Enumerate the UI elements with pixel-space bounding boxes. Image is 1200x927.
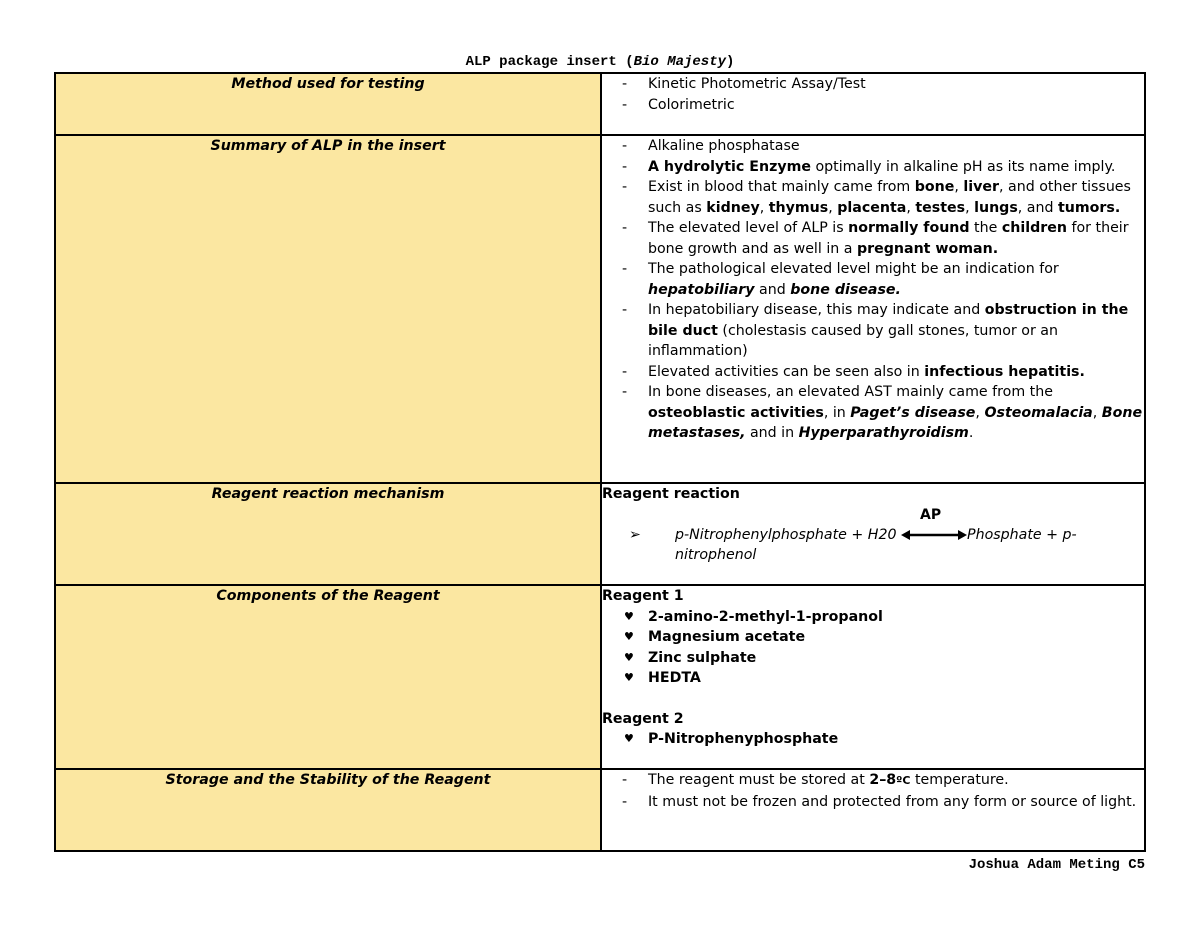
- list-item: ♥ Magnesium acetate: [602, 627, 1144, 648]
- document-title: [0, 54, 1200, 70]
- row-content-mechanism: [601, 483, 1145, 585]
- reaction-equation: [602, 525, 1144, 566]
- list-item: - Elevated activities can be seen also in infectious hepatitis.: [602, 362, 1144, 383]
- list-item: - The elevated level of ALP is normally found the children for their bone growth and as well in a pregnant woman.: [602, 218, 1144, 259]
- reactant-text: p-Nitrophenylphosphate + H20: [675, 526, 902, 543]
- list-item: - A hydrolytic Enzyme optimally in alkaline pH as its name imply.: [602, 157, 1144, 178]
- row-content-components: [601, 585, 1145, 769]
- list-item: - In hepatobiliary disease, this may indicate and obstruction in the bile duct (cholestasis caused by gall stones, tumor or an inflammation): [602, 300, 1144, 362]
- row-label-components: Components of the Reagent: [55, 585, 601, 769]
- title-prefix: ALP package insert (: [465, 54, 634, 70]
- list-item: - The reagent must be stored at 2–8ºC temperature.: [602, 770, 1144, 792]
- row-content-summary: [601, 135, 1145, 483]
- list-item: - It must not be frozen and protected from any form or source of light.: [602, 792, 1144, 813]
- list-item: - In bone diseases, an elevated AST mainly came from the osteoblastic activities, in Paget’s disease, Osteomalacia, Bone metastases, and in Hyperparathyroidism.: [602, 382, 1144, 444]
- reaction-heading: Reagent reaction: [602, 486, 740, 502]
- table-row-mechanism: [55, 483, 1145, 585]
- list-item: - Exist in blood that mainly came from bone, liver, and other tissues such as kidney, thymus, placenta, testes, lungs, and tumors.: [602, 177, 1144, 218]
- method-list: [602, 74, 1144, 115]
- product-text: Phosphate + p-nitrophenol: [675, 526, 1077, 563]
- title-brand: Bio Majesty: [633, 54, 727, 70]
- table-row-components: [55, 585, 1145, 769]
- storage-list: [602, 770, 1144, 812]
- title-suffix: ): [726, 54, 735, 70]
- row-label-summary: Summary of ALP in the insert: [55, 135, 601, 483]
- reagent1-heading: Reagent 1: [602, 588, 684, 604]
- list-item: - The pathological elevated level might be an indication for hepatobiliary and bone disease.: [602, 259, 1144, 300]
- arrow-bullet-icon: ➢: [629, 526, 641, 543]
- list-item: ♥ Zinc sulphate: [602, 648, 1144, 669]
- list-item: - Alkaline phosphatase: [602, 136, 1144, 157]
- row-content-storage: [601, 769, 1145, 851]
- package-insert-table: [54, 72, 1146, 852]
- row-label-storage: Storage and the Stability of the Reagent: [55, 769, 601, 851]
- spacer: [602, 689, 1144, 709]
- summary-list: [602, 136, 1144, 444]
- list-item: ♥ P-Nitrophenyphosphate: [602, 729, 1144, 750]
- list-item: ♥ HEDTA: [602, 668, 1144, 689]
- row-content-method: [601, 73, 1145, 135]
- table-row-summary: [55, 135, 1145, 483]
- list-item: - Kinetic Photometric Assay/Test: [602, 74, 1144, 95]
- row-label-method: Method used for testing: [55, 73, 601, 135]
- double-arrow-icon: [901, 529, 967, 541]
- list-item: - Colorimetric: [602, 95, 1144, 116]
- row-label-mechanism: Reagent reaction mechanism: [55, 483, 601, 585]
- reagent2-list: [602, 729, 1144, 750]
- list-item: ♥ 2-amino-2-methyl-1-propanol: [602, 607, 1144, 628]
- reagent2-heading: Reagent 2: [602, 710, 684, 727]
- reagent1-list: [602, 607, 1144, 689]
- table-row-storage: [55, 769, 1145, 851]
- author-footer: Joshua Adam Meting C5: [968, 857, 1145, 873]
- table-row-method: [55, 73, 1145, 135]
- enzyme-label: AP: [920, 506, 942, 523]
